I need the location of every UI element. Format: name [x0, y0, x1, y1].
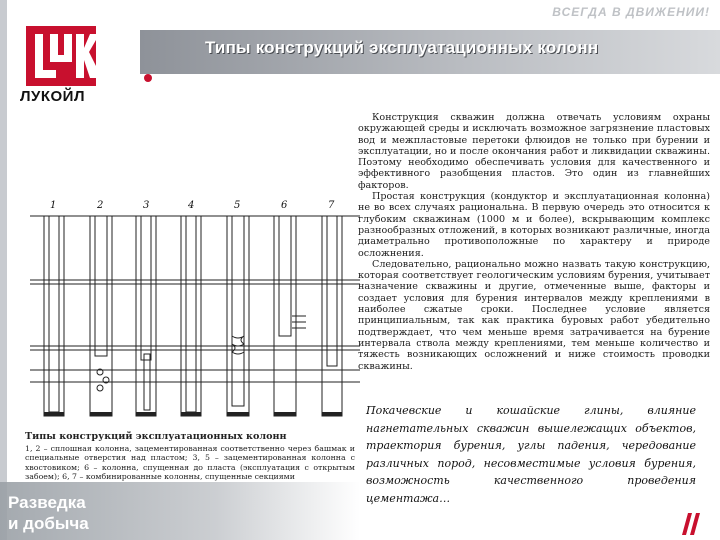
footer-brand-line2: и добыча — [8, 514, 89, 533]
figure-caption — [25, 431, 355, 482]
footer-brand-line1: Разведка — [8, 493, 86, 512]
figure-label: 6 — [281, 200, 288, 211]
figure-label: 7 — [328, 200, 335, 211]
note-text: Покачевские и кошайские глины, влияние нагнетательных скважин вышележащих объектов, траектория бурения, углы падения, чередование различных пород, несовместимые условия бурения, возможность качественного проведения цементажа… — [366, 404, 696, 505]
logo-wordmark: ЛУКОЙЛ — [20, 88, 85, 105]
header-accent-dot — [144, 74, 152, 82]
left-brand-strip — [0, 0, 7, 540]
figure-label: 1 — [50, 200, 57, 211]
paragraph: Следовательно, рационально можно назвать такую конструкцию, которая соответствует геологическим условиям бурения, учитывает назначение скважины и другие, отмеченные выше, факторы и создает условия для бурения интервалов между креплениями в наиболее сжатые сроки. Последнее условие является принципиальным, так как практика буровых работ убедительно подтверждает, что чем меньше время затрачивается на бурение интервала ствола между креплениями, тем меньше количество и тяжесть возникающих осложнений и ниже стоимость проводки скважины. — [358, 258, 710, 372]
figure-label: 2 — [97, 200, 104, 211]
figure-label: 3 — [143, 200, 150, 211]
figure-caption-description: 1, 2 – сплошная колонна, зацементированная соответственно через башмак и специальные отверстия над пластом; 3, 5 – зацементированная колонна с хвостовиком; 6 – колонна, спущенная до пласта (эксплуатация с открытым забоем); 6, 7 – комбинированные колонны, спущенные секциями — [25, 444, 355, 482]
lukoil-logo-icon — [26, 26, 96, 86]
body-text — [358, 112, 710, 398]
casing-diagram — [30, 196, 360, 428]
paragraph: Простая конструкция (кондуктор и эксплуатационная колонна) не во всех случаях рациональна. В первую очередь это относится к глубоким скважинам (1000 м и более), вскрывающим комплекс разнообразных отложений, в которых возникают различные, иногда диаметрально противоположные по характеру и природе осложнения. — [358, 191, 710, 259]
slogan: ВСЕГДА В ДВИЖЕНИИ! — [552, 5, 710, 19]
figure-caption-title: Типы конструкций эксплуатационных колонн — [25, 431, 287, 442]
figure-label: 5 — [234, 200, 241, 211]
corner-mark-icon — [680, 513, 700, 540]
page-title: Типы конструкций эксплуатационных колонн — [205, 38, 599, 57]
figure-label: 4 — [188, 200, 195, 211]
paragraph: Конструкция скважин должна отвечать условиям охраны окружающей среды и исключать возможное загрязнение пластовых вод и межпластовые перетоки флюидов не только при бурении и эксплуатации, но и после окончания работ и ликвидации скважины. Поэтому необходимо обеспечивать условия для качественного и эффективного разобщения пластов. Это один из главнейших факторов. — [358, 112, 710, 191]
